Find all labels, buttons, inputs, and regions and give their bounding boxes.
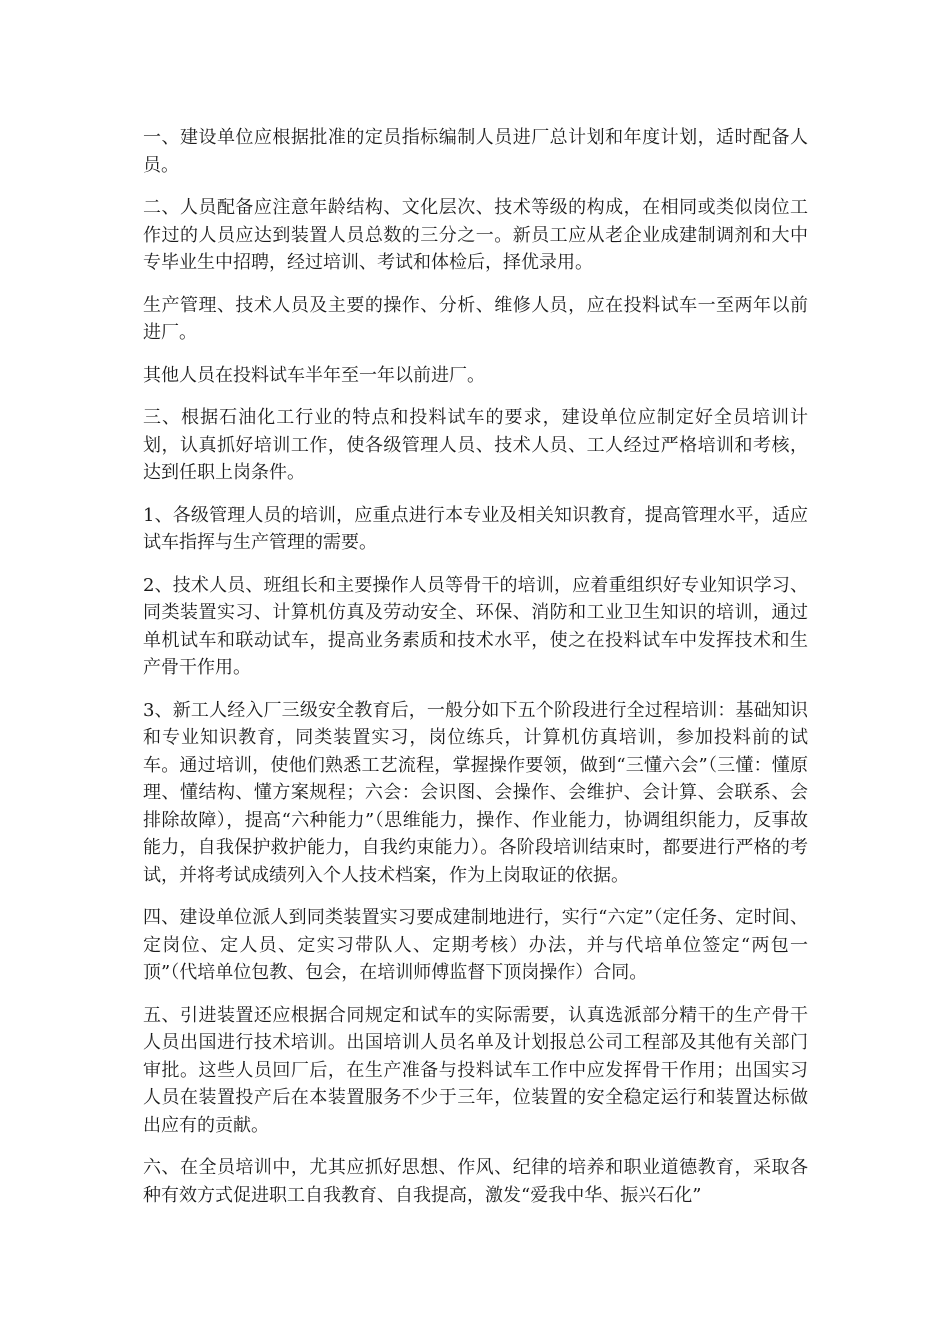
paragraph-6: 1、各级管理人员的培训，应重点进行本专业及相关知识教育，提高管理水平，适应试车指挥与生产管理的需要。 <box>143 504 808 553</box>
paragraph-8: 3、新工人经入厂三级安全教育后，一般分如下五个阶段进行全过程培训：基础知识和专业知识教育，同类装置实习，岗位练兵，计算机仿真培训，参加投料前的试车。通过培训，使他们熟悉工艺流程，掌握操作要领，做到“三懂六会”（三懂：懂原理、懂结构、懂方案规程；六会：会识图、会操作、会维护、会计算、会联系、会排除故障），提高“六种能力”（思维能力，操作、作业能力，协调组织能力，反事故能力，自我保护救护能力，自我约束能力）。各阶段培训结束时，都要进行严格的考试，并将考试成绩列入个人技术档案，作为上岗取证的依据。 <box>143 699 808 886</box>
paragraph-3: 生产管理、技术人员及主要的操作、分析、维修人员，应在投料试车一至两年以前进厂。 <box>143 294 808 343</box>
paragraph-7: 2、技术人员、班组长和主要操作人员等骨干的培训，应着重组织好专业知识学习、同类装置实习、计算机仿真及劳动安全、环保、消防和工业卫生知识的培训，通过单机试车和联动试车，提高业务素质和技术水平，使之在投料试车中发挥技术和生产骨干作用。 <box>143 574 808 678</box>
paragraph-2: 二、人员配备应注意年龄结构、文化层次、技术等级的构成，在相同或类似岗位工作过的人员应达到装置人员总数的三分之一。新员工应从老企业成建制调剂和大中专毕业生中招聘，经过培训、考试和体检后，择优录用。 <box>143 197 808 273</box>
paragraph-1: 一、建设单位应根据批准的定员指标编制人员进厂总计划和年度计划，适时配备人员。 <box>143 127 808 176</box>
paragraph-5: 三、根据石油化工行业的特点和投料试车的要求，建设单位应制定好全员培训计划，认真抓好培训工作，使各级管理人员、技术人员、工人经过严格培训和考核，达到任职上岗条件。 <box>143 407 808 483</box>
paragraph-11: 六、在全员培训中，尤其应抓好思想、作风、纪律的培养和职业道德教育，采取各种有效方式促进职工自我教育、自我提高，激发“爱我中华、振兴石化” <box>143 1157 808 1206</box>
paragraph-10: 五、引进装置还应根据合同规定和试车的实际需要，认真选派部分精干的生产骨干人员出国进行技术培训。出国培训人员名单及计划报总公司工程部及其他有关部门审批。这些人员回厂后，在生产准备与投料试车工作中应发挥骨干作用；出国实习人员在装置投产后在本装置服务不少于三年，位装置的安全稳定运行和装置达标做出应有的贡献。 <box>143 1004 808 1136</box>
paragraph-9: 四、建设单位派人到同类装置实习要成建制地进行，实行“六定”（定任务、定时间、定岗位、定人员、定实习带队人、定期考核）办法，并与代培单位签定“两包一顶”（代培单位包教、包会，在培训师傅监督下顶岗操作）合同。 <box>143 907 808 983</box>
document-body <box>143 124 808 1224</box>
paragraph-4: 其他人员在投料试车半年至一年以前进厂。 <box>143 364 485 386</box>
